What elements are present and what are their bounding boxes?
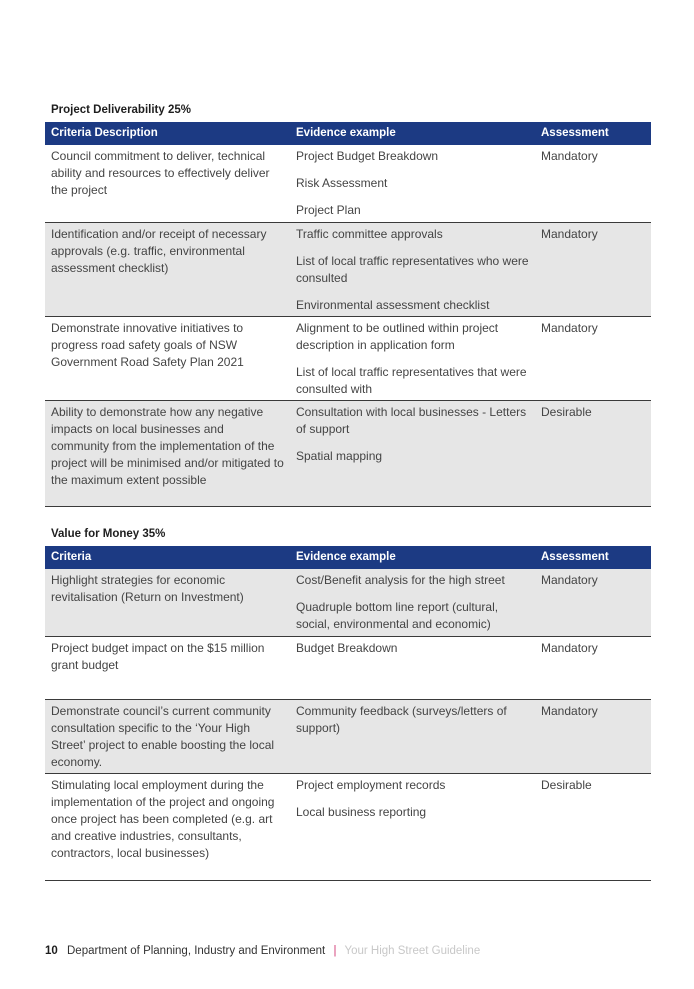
table-row bbox=[45, 569, 651, 636]
evidence-item: List of local traffic representatives that were consulted with bbox=[296, 364, 527, 396]
column-header-evidence: Evidence example bbox=[290, 546, 535, 569]
evidence-item: List of local traffic representatives who were consulted bbox=[296, 253, 529, 285]
table-header-row bbox=[45, 546, 651, 569]
assessment-cell: Desirable bbox=[535, 400, 651, 506]
evidence-item: Project Plan bbox=[296, 203, 361, 217]
evidence-item: Cost/Benefit analysis for the high street bbox=[296, 573, 505, 587]
column-header-criteria: Criteria Description bbox=[45, 122, 290, 145]
evidence-item: Environmental assessment checklist bbox=[296, 297, 490, 312]
assessment-cell: Mandatory bbox=[541, 640, 598, 655]
evidence-item: Community feedback (surveys/letters of support) bbox=[296, 703, 507, 735]
section-title-value-for-money: Value for Money 35% bbox=[51, 528, 166, 540]
assessment-cell: Mandatory bbox=[541, 149, 598, 163]
assessment-cell: Mandatory bbox=[535, 569, 651, 636]
page-footer bbox=[45, 945, 480, 957]
evidence-item: Alignment to be outlined within project description in application form bbox=[296, 320, 499, 352]
table-row bbox=[45, 773, 651, 880]
table-row bbox=[45, 222, 651, 316]
deliverability-table bbox=[45, 122, 651, 507]
evidence-item: Spatial mapping bbox=[296, 448, 383, 463]
evidence-cell bbox=[290, 636, 535, 699]
footer-department: Department of Planning, Industry and Environment bbox=[67, 945, 326, 957]
table-header-row bbox=[45, 122, 651, 145]
evidence-item: Budget Breakdown bbox=[296, 640, 398, 655]
evidence-item: Risk Assessment bbox=[296, 176, 388, 190]
column-header-criteria: Criteria bbox=[45, 546, 290, 569]
value-for-money-table bbox=[45, 546, 651, 881]
criteria-cell: Identification and/or receipt of necessary approvals (e.g. traffic, environmental assessment checklist) bbox=[45, 222, 290, 316]
evidence-item: Quadruple bottom line report (cultural, social, environmental and economic) bbox=[296, 600, 499, 631]
table-row bbox=[45, 145, 651, 222]
footer-separator: | bbox=[333, 945, 337, 957]
assessment-cell: Mandatory bbox=[541, 320, 598, 335]
evidence-cell bbox=[290, 773, 535, 880]
evidence-cell bbox=[290, 400, 535, 506]
evidence-cell bbox=[290, 569, 535, 636]
page-number: 10 bbox=[45, 945, 58, 957]
assessment-cell: Mandatory bbox=[535, 222, 651, 316]
evidence-cell bbox=[290, 699, 535, 773]
criteria-cell: Demonstrate innovative initiatives to progress road safety goals of NSW Government Road Safety Plan 2021 bbox=[51, 320, 244, 369]
evidence-item: Consultation with local businesses - Letters of support bbox=[296, 404, 527, 436]
criteria-cell: Demonstrate council’s current community consultation specific to the ‘Your High Street’ project to enable boosting the local economy. bbox=[45, 699, 290, 773]
evidence-cell bbox=[290, 316, 535, 400]
assessment-cell: Mandatory bbox=[535, 699, 651, 773]
criteria-cell: Highlight strategies for economic revitalisation (Return on Investment) bbox=[45, 569, 290, 636]
criteria-cell: Stimulating local employment during the implementation of the project and ongoing once project has been completed (e.g. art and creative industries, consultants, contractors, local businesses) bbox=[51, 777, 275, 860]
column-header-evidence: Evidence example bbox=[290, 122, 535, 145]
evidence-cell bbox=[290, 222, 535, 316]
criteria-cell: Council commitment to deliver, technical ability and resources to effectively deliver the project bbox=[51, 149, 270, 197]
evidence-cell bbox=[290, 145, 535, 222]
evidence-item: Project Budget Breakdown bbox=[296, 149, 439, 163]
table-row bbox=[45, 316, 651, 400]
criteria-cell: Project budget impact on the $15 million grant budget bbox=[51, 640, 265, 672]
section-title-deliverability: Project Deliverability 25% bbox=[51, 104, 191, 116]
evidence-item: Traffic committee approvals bbox=[296, 226, 443, 241]
criteria-cell: Ability to demonstrate how any negative impacts on local businesses and community from the implementation of the project will be minimised and/or mitigated to the maximum extent possible bbox=[45, 400, 290, 506]
column-header-assessment: Assessment bbox=[535, 546, 651, 569]
column-header-assessment: Assessment bbox=[535, 122, 651, 145]
evidence-item: Project employment records bbox=[296, 777, 446, 792]
footer-guide-title: Your High Street Guideline bbox=[344, 945, 481, 957]
table-row bbox=[45, 699, 651, 773]
assessment-cell: Desirable bbox=[541, 777, 592, 792]
table-row bbox=[45, 400, 651, 506]
evidence-item: Local business reporting bbox=[296, 804, 427, 819]
table-row bbox=[45, 636, 651, 699]
